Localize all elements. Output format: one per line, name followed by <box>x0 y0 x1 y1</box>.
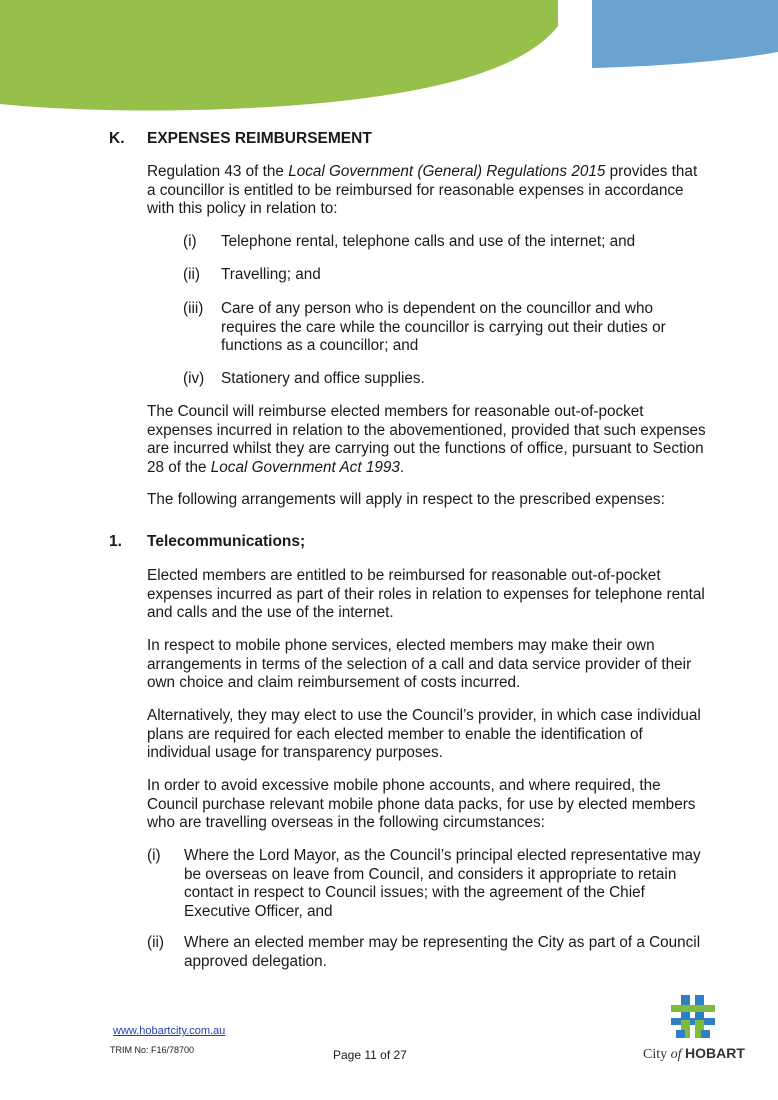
list-item-text: Care of any person who is dependent on the councillor and who requires the care while the councillor is carrying out their duties or functions as a councillor; and <box>221 300 666 354</box>
telecom-paragraph-4: In order to avoid excessive mobile phone accounts, and where required, the Council purchase relevant mobile phone data packs, for use by elected members who are travelling overseas in the following circumstances: <box>147 777 696 831</box>
intro-paragraph: Regulation 43 of the Local Government (General) Regulations 2015 provides that a councillor is entitled to be reimbursed for reasonable expenses in accordance with this policy in relation to: <box>147 163 698 217</box>
telecom-heading <box>109 533 305 551</box>
section-title: EXPENSES REIMBURSEMENT <box>147 130 372 147</box>
logo-wordmark: City of HOBART <box>643 1045 745 1062</box>
regulations-title: Local Government (General) Regulations 2015 <box>288 163 606 180</box>
telecom-paragraph-2: In respect to mobile phone services, elected members may make their own arrangements in terms of the selection of a call and data service provider of their own choice and claim reimbursement of costs incurred. <box>147 637 692 691</box>
list-item-text: Stationery and office supplies. <box>221 370 425 387</box>
reimbursement-paragraph: The Council will reimburse elected members for reasonable out-of-pocket expenses incurred in relation to the abovementioned, provided that such expenses are incurred whilst they are carrying out the functions of office, pursuant to Section 28 of the Local Government Act 1993. <box>147 403 706 476</box>
list-marker: (iv) <box>183 370 205 387</box>
list-marker: (iii) <box>183 300 204 317</box>
telecom-paragraph-3: Alternatively, they may elect to use the Council’s provider, in which case individual plans are required for each elected member to enable the identification of individual usage for transparency purposes. <box>147 707 701 761</box>
act-title: Local Government Act 1993 <box>210 458 400 476</box>
list-marker: (ii) <box>147 934 164 951</box>
list-marker: (i) <box>183 233 197 250</box>
page-number: Page 11 of 27 <box>333 1048 407 1062</box>
list-item-text: Where an elected member may be representing the City as part of a Council approved delegation. <box>184 934 701 970</box>
list-marker: (i) <box>147 847 161 864</box>
list-item-text: Telephone rental, telephone calls and use of the internet; and <box>221 233 636 250</box>
telecom-paragraph-1: Elected members are entitled to be reimbursed for reasonable out-of-pocket expenses incurred as part of their roles in relation to expenses for telephone rental and calls and the use of the internet. <box>147 567 705 621</box>
list-item-text: Travelling; and <box>221 266 321 283</box>
section-heading <box>109 130 372 148</box>
list-item-text: Where the Lord Mayor, as the Council’s principal elected representative may be overseas on leave from Council, and considers it appropriate to retain contact in respect to Council issues; with the agreement of the Chief Executive Officer, and <box>184 847 701 920</box>
section-letter: K. <box>109 130 125 147</box>
list-marker: (ii) <box>183 266 200 283</box>
arrangements-paragraph: The following arrangements will apply in respect to the prescribed expenses: <box>147 491 665 508</box>
website-link[interactable]: www.hobartcity.com.au <box>113 1025 226 1037</box>
telecom-number: 1. <box>109 533 122 550</box>
telecom-title: Telecommunications; <box>147 533 306 550</box>
trim-number: TRIM No: F16/78700 <box>110 1045 195 1055</box>
